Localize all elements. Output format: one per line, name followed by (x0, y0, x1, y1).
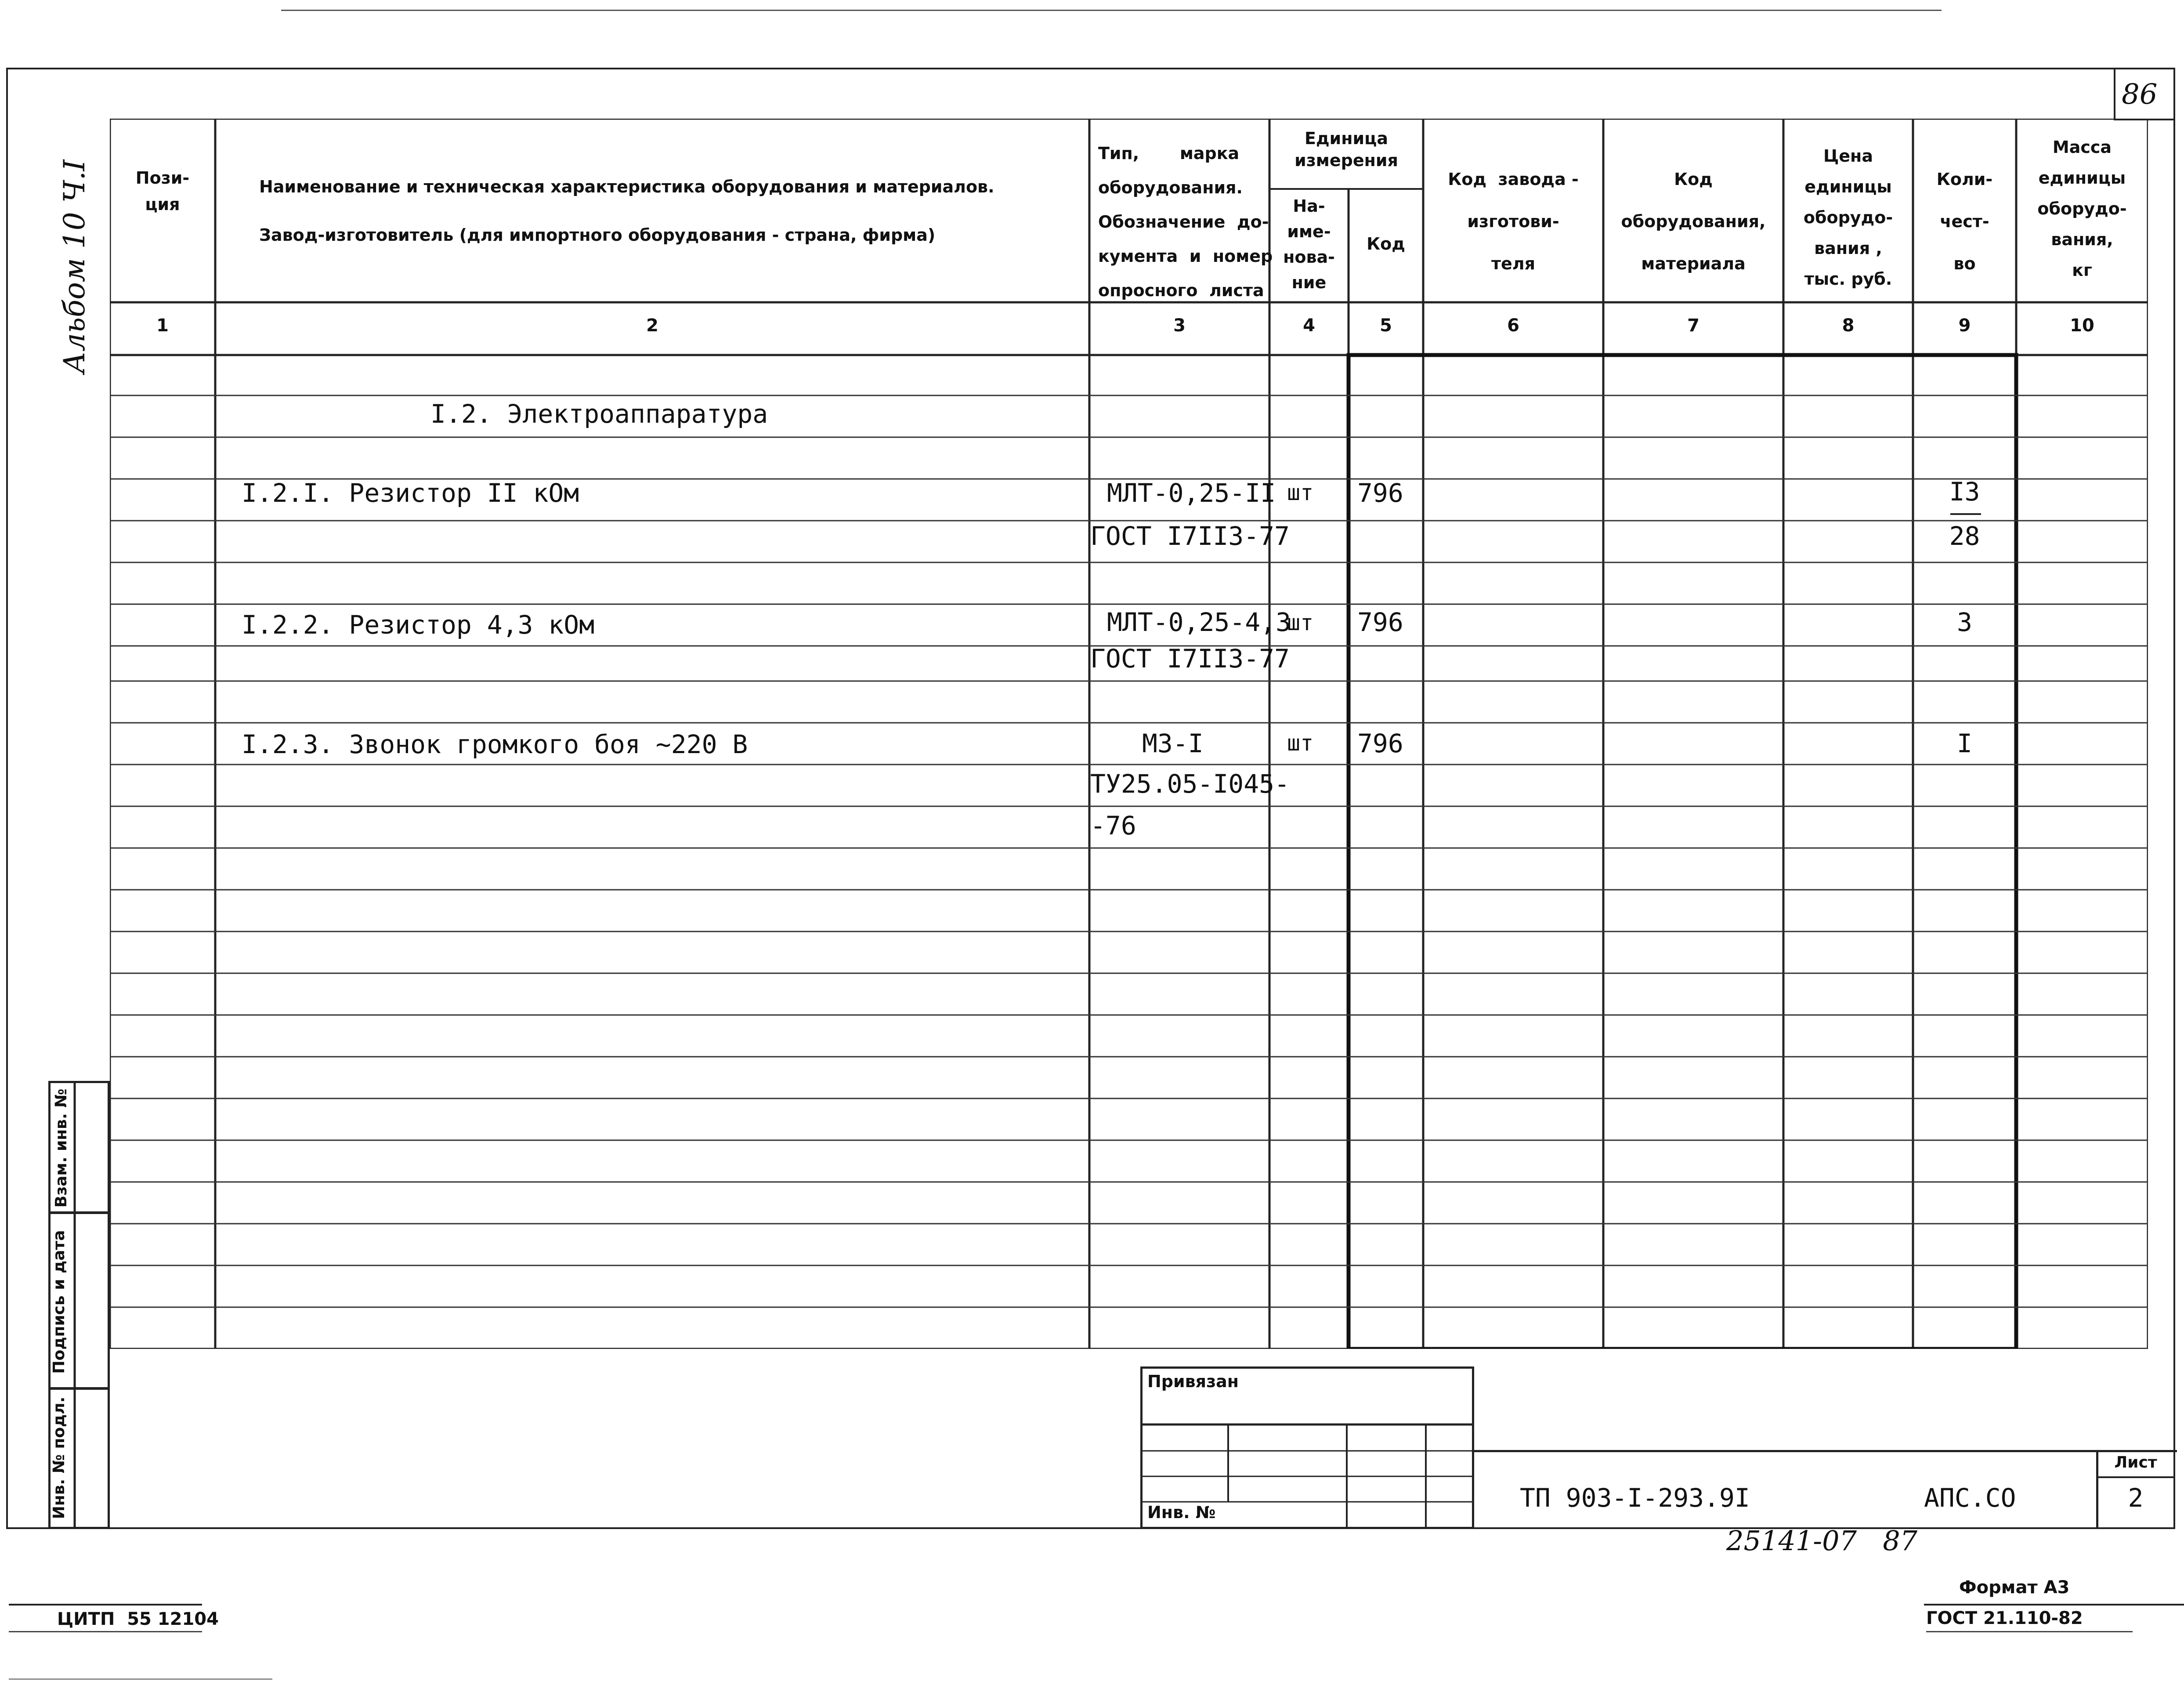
header-col10-line2: единицы (2038, 168, 2126, 188)
header-col9-line2: чест- (1940, 212, 1989, 231)
header-col7 (1603, 158, 1783, 285)
header-col9-line3: во (1953, 254, 1976, 273)
colnum-8: 8 (1842, 315, 1855, 336)
list-value: 2 (2128, 1483, 2144, 1513)
doc-section: АПС.СО (1924, 1483, 2016, 1513)
printer-line2 (9, 1631, 202, 1632)
item-1-qty-line2: 28 (1949, 521, 1980, 551)
item-1-qty-line1: I3 (1949, 477, 1980, 507)
printer-label: ЦИТП 55 12104 (57, 1609, 219, 1629)
header-col8-line2: единицы (1804, 177, 1892, 196)
colnum-9: 9 (1958, 315, 1971, 336)
header-col1-line2: ция (145, 195, 180, 214)
header-col2 (259, 163, 1085, 259)
header-col6 (1423, 158, 1603, 285)
inv-no-label: Инв. № (1147, 1503, 1216, 1522)
side-stamp-replaces: Взам. инв. № (52, 1088, 70, 1208)
item-3-qty: I (1957, 729, 1972, 758)
side-stamp-signature: Подпись и дата (50, 1230, 68, 1374)
header-col9 (1913, 158, 2016, 285)
item-2-code: 796 (1357, 607, 1403, 637)
header-col3-line1: Тип, марка (1098, 144, 1240, 163)
album-label: Альбом 10 Ч.I (58, 159, 91, 373)
header-col1-line1: Пози- (135, 168, 190, 188)
colnum-4: 4 (1303, 315, 1315, 336)
header-unit-group (1269, 127, 1423, 171)
header-col3-line4: кумента и номер (1098, 246, 1273, 266)
header-col3-line2: оборудования. (1098, 178, 1243, 197)
header-col8-line4: вания , (1814, 239, 1882, 258)
item-1-type-line1: МЛТ-0,25-II (1107, 478, 1276, 508)
section-title: I.2. Электроаппаратура (430, 399, 768, 429)
item-2-type-line1: МЛТ-0,25-4,3 (1107, 607, 1291, 637)
header-col8-line3: оборудо- (1803, 208, 1893, 227)
header-col4-line1: На- (1293, 196, 1325, 216)
header-col8 (1783, 141, 1913, 294)
colnum-6: 6 (1507, 315, 1519, 336)
gost-label: ГОСТ 21.110-82 (1926, 1608, 2083, 1628)
colnum-3: 3 (1173, 315, 1186, 336)
header-col10-line3: оборудо- (2037, 199, 2127, 218)
colnum-2: 2 (646, 315, 658, 336)
colnum-7: 7 (1687, 315, 1699, 336)
item-1-code: 796 (1357, 478, 1403, 508)
format-label: Формат А3 (1959, 1577, 2070, 1598)
doc-code: ТП 903-I-293.9I (1520, 1483, 1750, 1513)
header-col4-line3: нова- (1283, 247, 1335, 267)
header-col3 (1098, 136, 1273, 308)
header-col10-line4: вания, (2051, 230, 2113, 249)
item-1-unit: шт (1287, 480, 1314, 505)
title-block-line (1474, 1450, 2177, 1452)
colnum-10: 10 (2070, 315, 2094, 336)
privyazan-label: Привязан (1147, 1372, 1239, 1391)
header-col8-line1: Цена (1823, 146, 1873, 166)
header-col1 (110, 163, 215, 220)
top-scan-line (281, 10, 1942, 11)
colnum-5: 5 (1380, 315, 1392, 336)
header-col2-line1: Наименование и техническая характеристика оборудования и материалов. (259, 177, 994, 196)
header-col7-line2: оборудования, (1621, 212, 1766, 231)
header-col5: Код (1367, 234, 1405, 254)
item-2-type-line2: ГОСТ I7II3-77 (1090, 644, 1290, 674)
handwritten-number: 25141-07 87 (1726, 1525, 1918, 1557)
header-col4-line4: ние (1291, 273, 1327, 292)
item-3-type-line1: МЗ-I (1142, 729, 1204, 758)
list-box-divider (2096, 1476, 2175, 1478)
header-col10-line5: кг (2072, 261, 2092, 280)
bottom-scan-line (9, 1678, 272, 1680)
header-col10-line1: Масса (2052, 138, 2112, 157)
header-col3-line3: Обозначение до- (1098, 212, 1269, 232)
item-3-type-line2: ТУ25.05-I045- (1090, 769, 1290, 799)
colnum-1: 1 (156, 315, 169, 336)
header-col4-line2: име- (1287, 222, 1331, 241)
header-col4 (1269, 193, 1349, 295)
item-1-type-line2: ГОСТ I7II3-77 (1090, 521, 1290, 551)
printer-underline (9, 1604, 202, 1606)
item-2-unit: шт (1287, 610, 1314, 635)
header-col8-line5: тыс. руб. (1804, 269, 1892, 289)
item-2-qty: 3 (1957, 607, 1972, 637)
format-underline (1924, 1604, 2184, 1606)
header-col6-line1: Код завода - (1448, 170, 1579, 189)
list-label: Лист (2114, 1453, 2157, 1472)
header-col7-line1: Код (1674, 170, 1713, 189)
header-col3-line5: опросного листа (1098, 281, 1264, 300)
header-col6-line3: теля (1491, 254, 1536, 273)
header-unit-line1: Единица (1305, 129, 1388, 148)
header-col7-line3: материала (1641, 254, 1746, 273)
side-stamp-inv: Инв. № подл. (50, 1396, 68, 1519)
item-2-name: I.2.2. Резистор 4,3 кОм (242, 610, 595, 640)
item-3-code: 796 (1357, 729, 1403, 758)
item-3-name: I.2.3. Звонок громкого боя ~220 В (242, 729, 748, 759)
gost-underline (1926, 1631, 2133, 1632)
header-col9-line1: Коли- (1936, 170, 1993, 189)
sheet-number-handwritten: 86 (2122, 78, 2158, 111)
equipment-table (110, 119, 2148, 1349)
header-col10 (2016, 132, 2148, 286)
header-unit-line2: измерения (1294, 151, 1398, 170)
item-3-type-line3: -76 (1090, 811, 1136, 841)
header-col2-line2: Завод-изготовитель (для импортного оборудования - страна, фирма) (259, 225, 936, 245)
item-1-name: I.2.I. Резистор II кОм (242, 478, 579, 508)
header-col6-line2: изготови- (1467, 212, 1559, 231)
item-3-unit: шт (1287, 730, 1314, 756)
